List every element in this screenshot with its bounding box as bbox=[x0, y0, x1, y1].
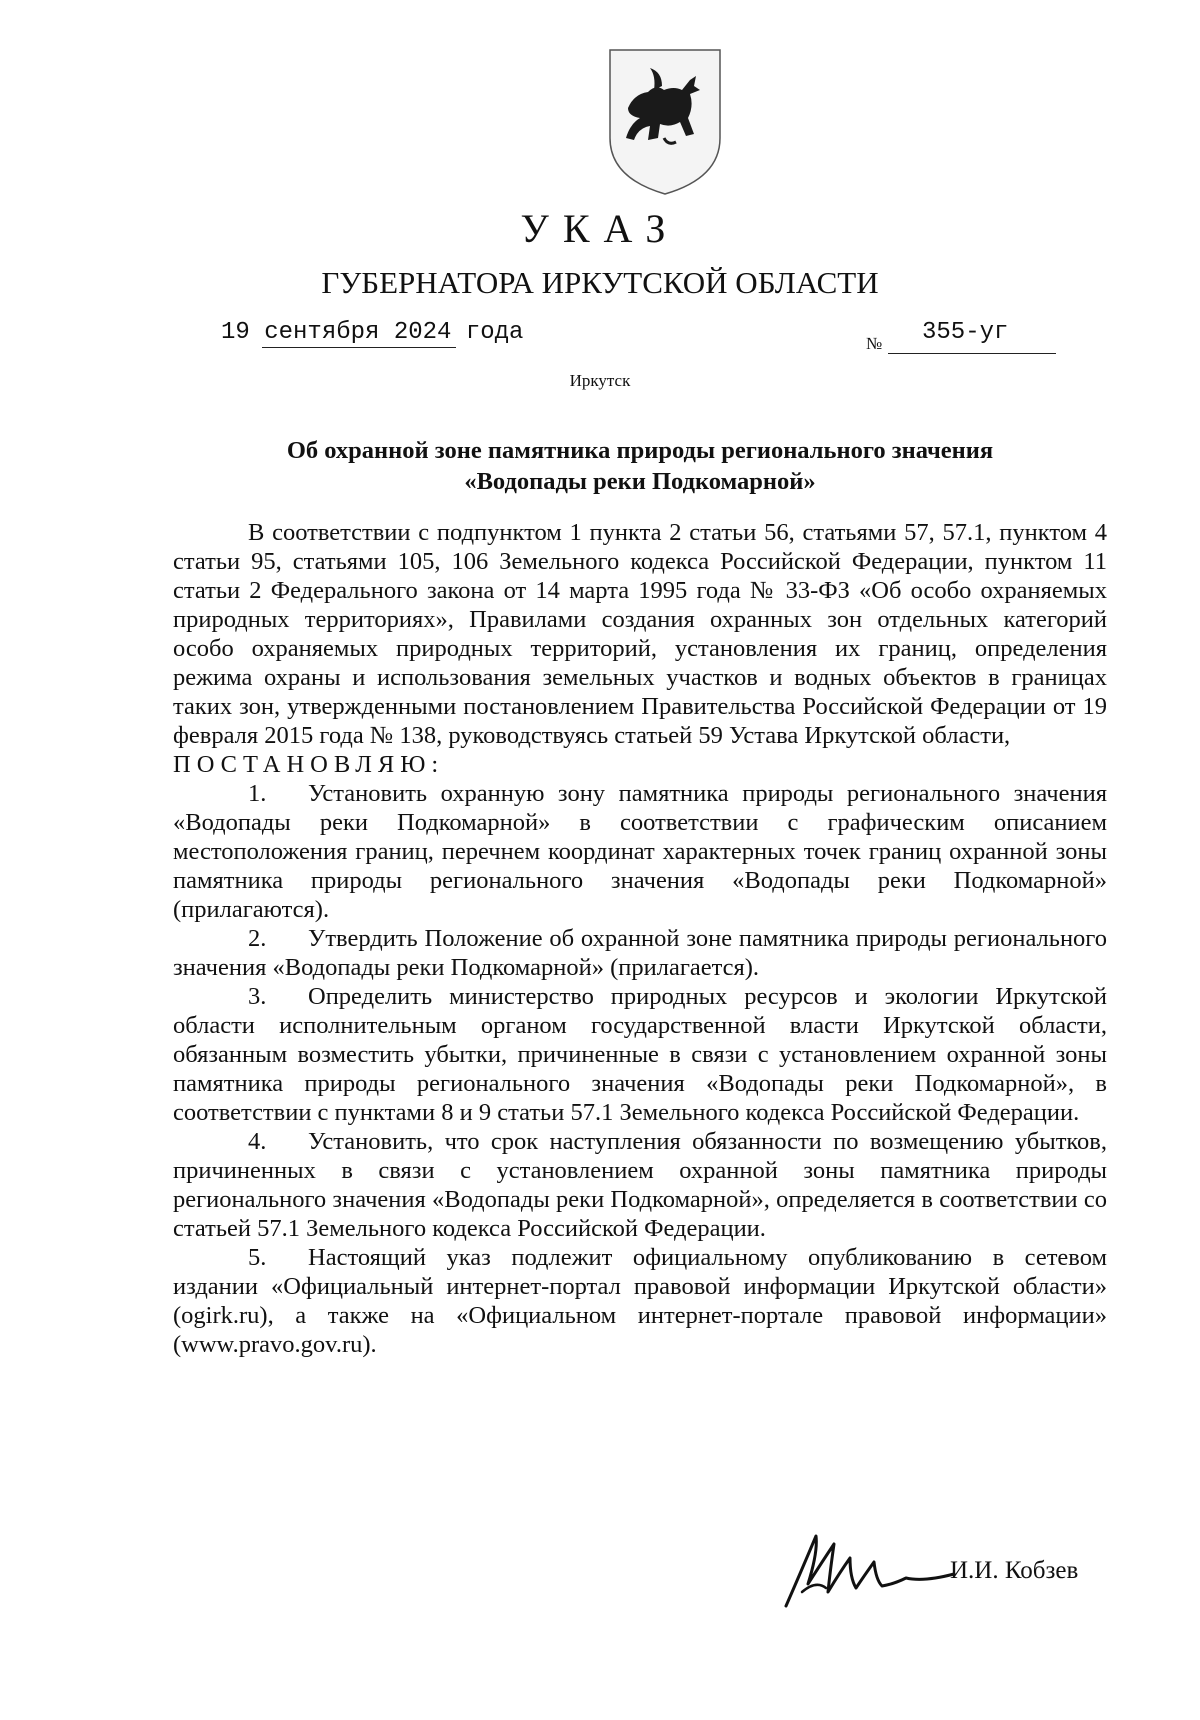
decree-item bbox=[173, 924, 1107, 982]
document-date: 19 сентября 2024 года bbox=[221, 319, 524, 346]
item-text: Установить охранную зону памятника природы регионального значения «Водопады реки Подкомарной» в соответствии с графическим описанием местоположения границ, перечнем координат характерных точек границ охранной зоны памятника природы регионального значения «Водопады реки Подкомарной» (прилагаются). bbox=[173, 780, 1107, 923]
number-underline bbox=[888, 353, 1056, 354]
decree-item bbox=[173, 779, 1107, 924]
decree-item bbox=[173, 982, 1107, 1127]
heading-line-1: Об охранной зоне памятника природы регионального значения bbox=[286, 437, 994, 464]
document-title: УКАЗ bbox=[520, 206, 680, 251]
decree-item bbox=[173, 1243, 1107, 1359]
item-number: 4. bbox=[248, 1128, 267, 1155]
item-number: 1. bbox=[248, 780, 267, 807]
item-number: 5. bbox=[248, 1244, 267, 1271]
decree-item bbox=[173, 1127, 1107, 1243]
item-number: 3. bbox=[248, 983, 267, 1010]
handwritten-signature bbox=[778, 1522, 958, 1614]
heading-line-2: «Водопады реки Подкомарной» bbox=[464, 468, 816, 495]
document-body bbox=[173, 518, 1107, 1359]
document-number: 355-уг bbox=[922, 319, 1009, 346]
item-text: Настоящий указ подлежит официальному опубликованию в сетевом издании «Официальный интернет-портал правовой информации Иркутской области» (ogirk.ru), а также на «Официальном интернет-портале правовой информации» (www.pravo.gov.ru). bbox=[173, 1244, 1107, 1358]
issuer-title: ГУБЕРНАТОРА ИРКУТСКОЙ ОБЛАСТИ bbox=[321, 265, 879, 300]
document-city: Иркутск bbox=[569, 371, 631, 390]
item-number: 2. bbox=[248, 925, 267, 952]
item-text: Утвердить Положение об охранной зоне памятника природы регионального значения «Водопады реки Подкомарной» (прилагается). bbox=[173, 925, 1107, 981]
date-underline bbox=[262, 347, 456, 348]
preamble-paragraph: В соответствии с подпунктом 1 пункта 2 статьи 56, статьями 57, 57.1, пунктом 4 статьи 95, статьями 105, 106 Земельного кодекса Российской Федерации, пунктом 11 статьи 2 Федерального закона от 14 марта 1995 года № 33-ФЗ «Об особо охраняемых природных территориях», Правилами создания охранных зон отдельных категорий особо охраняемых природных территорий, установления их границ, определения режима охраны и использования земельных участков и водных объектов в границах таких зон, утвержденными постановлением Правительства Российской Федерации от 19 февраля 2015 года № 138, руководствуясь статьей 59 Устава Иркутской области, bbox=[173, 519, 1107, 749]
signer-name: И.И. Кобзев bbox=[950, 1557, 1079, 1584]
item-text: Определить министерство природных ресурсов и экологии Иркутской области исполнительным органом государственной власти Иркутской области, обязанным возместить убытки, причиненные в связи с установлением охранной зоны памятника природы регионального значения «Водопады реки Подкомарной», в соответствии с пунктами 8 и 9 статьи 57.1 Земельного кодекса Российской Федерации. bbox=[173, 983, 1107, 1126]
decree-word: ПОСТАНОВЛЯЮ: bbox=[173, 751, 445, 778]
document-heading bbox=[175, 435, 1105, 497]
number-label: № bbox=[866, 334, 883, 353]
item-text: Установить, что срок наступления обязанности по возмещению убытков, причиненных в связи с установлением охранной зоны памятника природы регионального значения «Водопады реки Подкомарной», определяется в соответствии со статьей 57.1 Земельного кодекса Российской Федерации. bbox=[173, 1128, 1107, 1242]
coat-of-arms-icon bbox=[604, 46, 726, 196]
